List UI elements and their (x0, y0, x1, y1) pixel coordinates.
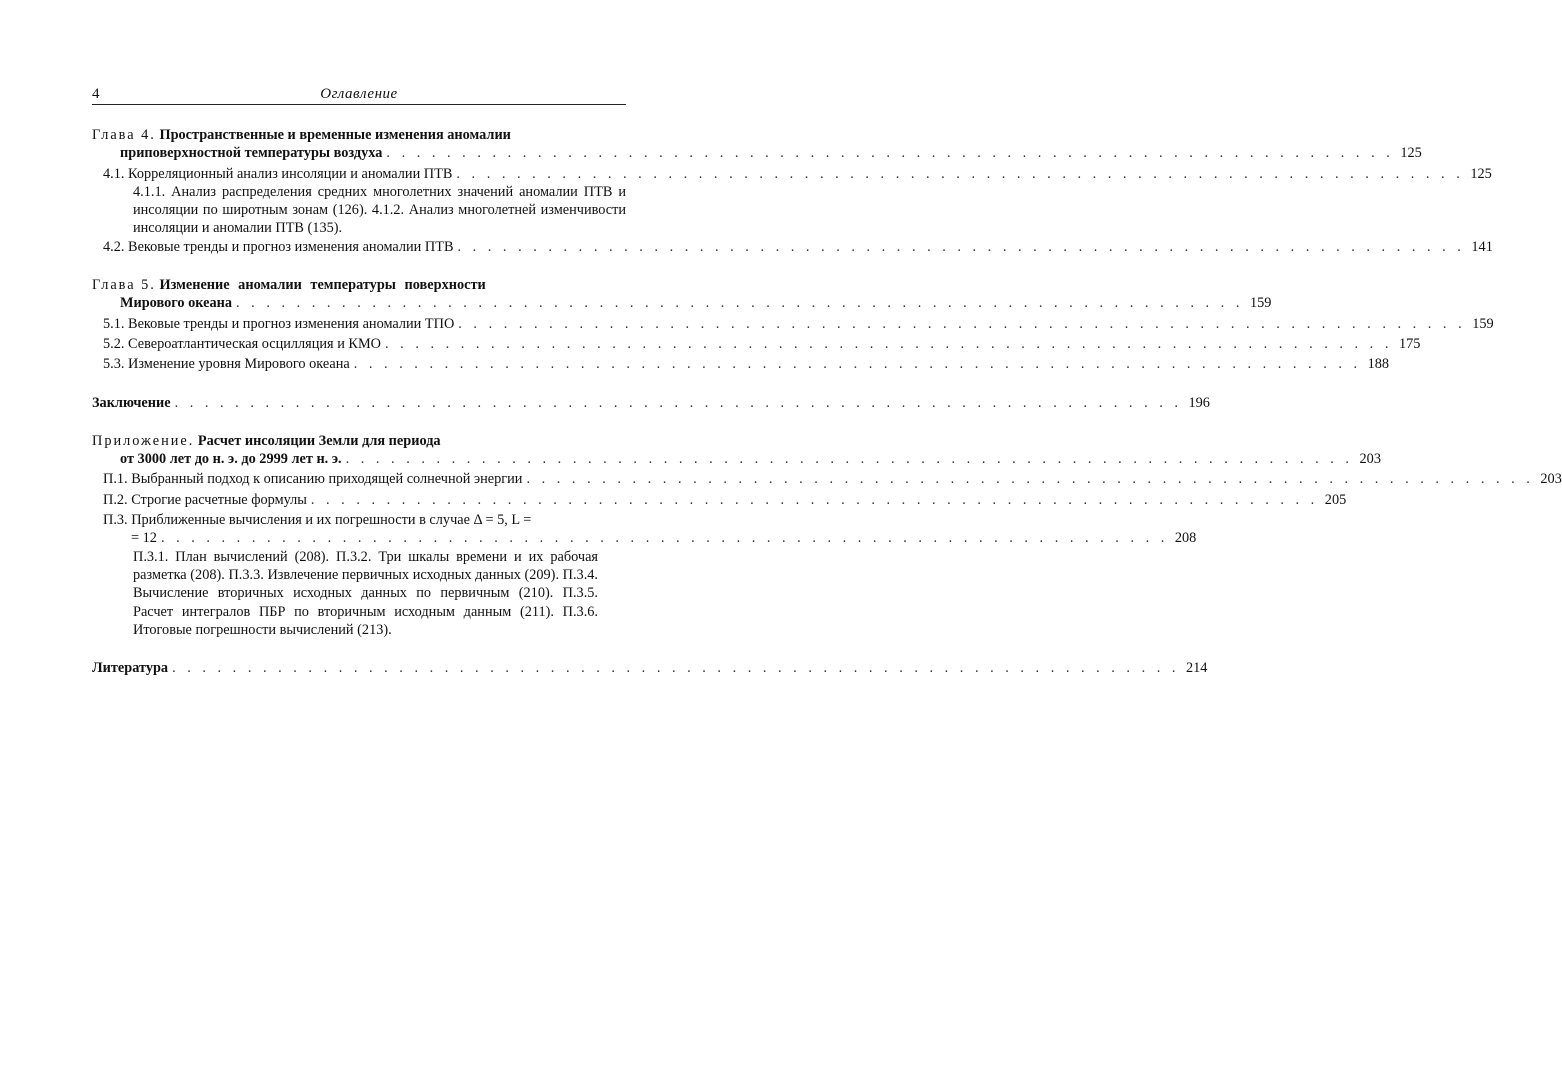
subsections-p3: П.3.1. План вычислений (208). П.3.2. Три шкалы времени и их рабочая разметка (208). П.3.3. Извлечение первичных исходных данных (209). П.3.4. Вычисление вторичных исходных данных по первичным (210). П.3.5. Расчет интегралов ПБР по вторичным исходным данным (211). П.3.6. Итоговые погрешности вычислений (213). (133, 548, 598, 638)
section-number: 5.1. (103, 315, 125, 332)
toc-entry-literature[interactable] (92, 659, 1208, 677)
toc-entry-p1[interactable] (92, 470, 1562, 488)
leader-dots: . . . . . . . . . . . . . . . . . . . . . . . . . . . . . . . . . . . . . . . . . . . . . . . . . . . . . . . . . . . . . . . . . . . (310, 491, 1319, 508)
appendix-entry[interactable] (92, 450, 1381, 468)
chapter-4-heading (92, 126, 626, 144)
section-number: 4.1. (103, 165, 125, 182)
section-page: 125 (1470, 165, 1492, 182)
leader-dots: . . . . . . . . . . . . . . . . . . . . . . . . . . . . . . . . . . . . . . . . . . . . . . . . . . . . . . . . . . . . . . . . . . . (458, 315, 1466, 332)
leader-dots: . . . . . . . . . . . . . . . . . . . . . . . . . . . . . . . . . . . . . . . . . . . . . . . . . . . . . . . . . . . . . . . . . . . (457, 238, 1465, 255)
toc-entry-p2[interactable] (92, 491, 1347, 509)
toc-entry-5-1[interactable] (92, 315, 1494, 333)
leader-dots: . . . . . . . . . . . . . . . . . . . . . . . . . . . . . . . . . . . . . . . . . . . . . . . . . . . . . . . . . . . . . . . . . . . (353, 356, 1362, 373)
appendix-page: 203 (1359, 451, 1381, 468)
section-title: Выбранный подход к описанию приходящей солнечной энергии (131, 471, 523, 488)
section-number: П.1. (103, 471, 128, 488)
table-of-contents (92, 126, 1562, 677)
appendix-title-line1: Расчет инсоляции Земли для периода (197, 432, 441, 449)
running-header (92, 86, 626, 105)
section-page: 159 (1472, 315, 1494, 332)
conclusion-page: 196 (1188, 394, 1210, 411)
conclusion-title: Заключение (92, 394, 171, 411)
section-number: 4.2. (103, 238, 125, 255)
appendix-label: Приложение. (92, 432, 195, 449)
toc-entry-4-2[interactable] (92, 238, 1493, 256)
section-title: Изменение уровня Мирового океана (128, 356, 350, 373)
running-title: Оглавление (320, 86, 398, 102)
appendix-title-line2: от 3000 лет до н. э. до 2999 лет н. э. (120, 451, 342, 468)
chapter-4-entry[interactable] (92, 144, 1422, 162)
appendix-heading (92, 432, 626, 450)
page-number: 4 (92, 86, 100, 102)
chapter-4-label: Глава 4. (92, 127, 156, 143)
leader-dots: . . . . . . . . . . . . . . . . . . . . . . . . . . . . . . . . . . . . . . . . . . . . . . . . . . . . . . . . . . . . . . . . . . . (172, 660, 1180, 677)
section-page: 203 (1540, 471, 1562, 488)
chapter-5-title-line2: Мирового океана (120, 295, 233, 312)
section-number: П.2. (103, 491, 128, 508)
leader-dots: . . . . . . . . . . . . . . . . . . . . . . . . . . . . . . . . . . . . . . . . . . . . . . . . . . . . . . . . . . . . . . . . . . . (236, 295, 1244, 312)
section-title-line1: Приближенные вычисления и их погрешности в случае Δ = 5, L = (131, 512, 532, 529)
section-title-line2: = 12 (131, 530, 157, 547)
toc-entry-p3[interactable] (92, 511, 1197, 548)
leader-dots: . . . . . . . . . . . . . . . . . . . . . . . . . . . . . . . . . . . . . . . . . . . . . . . . . . . . . . . . . . . . . . . . . . . (160, 530, 1169, 547)
section-page: 175 (1398, 335, 1421, 352)
leader-dots: . . . . . . . . . . . . . . . . . . . . . . . . . . . . . . . . . . . . . . . . . . . . . . . . . . . . . . . . . . . . . . . . . . . (174, 394, 1182, 411)
chapter-5-label: Глава 5. (92, 277, 156, 294)
chapter-5-heading (92, 276, 626, 294)
section-number: 5.2. (103, 335, 125, 352)
section-number: П.3. (103, 512, 128, 529)
chapter-5-title-line1: Изменение аномалии температуры поверхности (159, 277, 486, 294)
leader-dots: . . . . . . . . . . . . . . . . . . . . . . . . . . . . . . . . . . . . . . . . . . . . . . . . . . . . . . . . . . . . . . . . . . . (385, 335, 1393, 352)
section-title: Вековые тренды и прогноз изменения аномалии ПТВ (128, 238, 454, 255)
literature-page: 214 (1186, 660, 1208, 677)
section-title: Корреляционный анализ инсоляции и аномалии ПТВ (128, 165, 453, 182)
leader-dots: . . . . . . . . . . . . . . . . . . . . . . . . . . . . . . . . . . . . . . . . . . . . . . . . . . . . . . . . . . . . . . . . . . . (526, 471, 1534, 488)
leader-dots: . . . . . . . . . . . . . . . . . . . . . . . . . . . . . . . . . . . . . . . . . . . . . . . . . . . . . . . . . . . . . . . . . . . (386, 145, 1394, 162)
chapter-4-page: 125 (1400, 145, 1422, 162)
section-page: 205 (1324, 491, 1347, 508)
leader-dots: . . . . . . . . . . . . . . . . . . . . . . . . . . . . . . . . . . . . . . . . . . . . . . . . . . . . . . . . . . . . . . . . . . . (345, 451, 1353, 468)
toc-entry-4-1[interactable] (92, 165, 1492, 183)
chapter-5-entry[interactable] (92, 294, 1272, 312)
chapter-4-title-line1: Пространственные и временные изменения аномалии (159, 127, 511, 143)
section-title: Вековые тренды и прогноз изменения аномалии ТПО (128, 315, 455, 332)
chapter-5-page: 159 (1249, 295, 1272, 312)
section-title: Строгие расчетные формулы (131, 491, 307, 508)
toc-entry-5-2[interactable] (92, 335, 1421, 353)
section-page: 141 (1471, 238, 1493, 255)
toc-entry-conclusion[interactable] (92, 394, 1210, 412)
section-number: 5.3. (103, 356, 125, 373)
section-page: 208 (1174, 530, 1197, 547)
literature-title: Литература (92, 660, 169, 677)
subsections-4-1: 4.1.1. Анализ распределения средних многолетних значений аномалии ПТВ и инсоляции по широтным зонам (126). 4.1.2. Анализ многолетней изменчивости инсоляции и аномалии ПТВ (135). (133, 183, 626, 237)
leader-dots: . . . . . . . . . . . . . . . . . . . . . . . . . . . . . . . . . . . . . . . . . . . . . . . . . . . . . . . . . . . . . . . . . . . (456, 165, 1464, 182)
toc-entry-5-3[interactable] (92, 355, 1390, 373)
chapter-4-title-line2: приповерхностной температуры воздуха (120, 145, 383, 162)
section-page: 188 (1367, 356, 1390, 373)
section-title: Североатлантическая осцилляция и КМО (128, 335, 382, 352)
